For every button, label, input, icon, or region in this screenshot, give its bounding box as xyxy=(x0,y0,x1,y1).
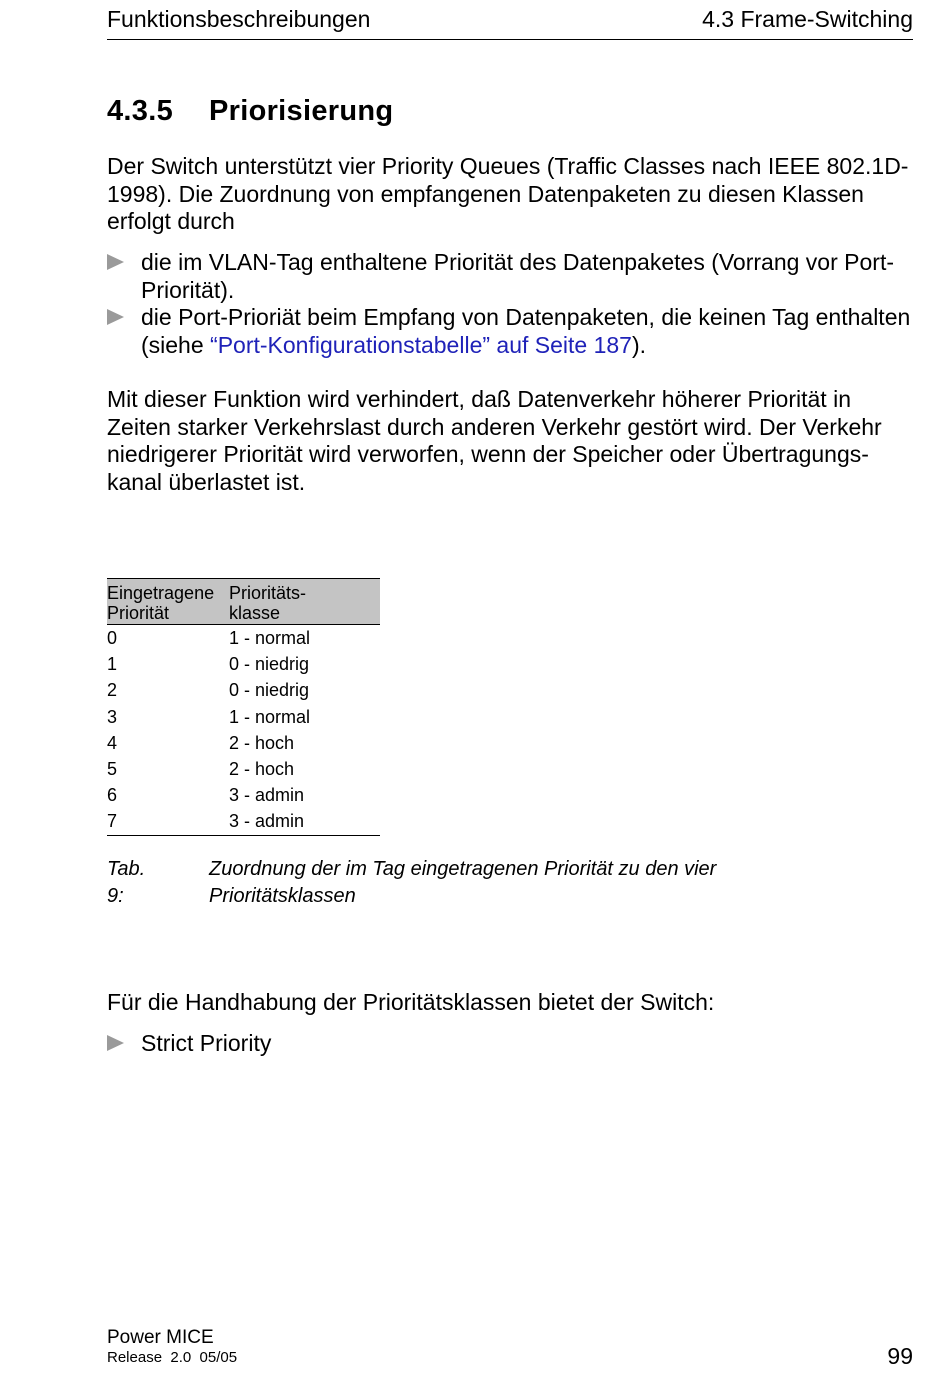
bullet-triangle-icon xyxy=(107,254,124,270)
bullet-triangle-icon xyxy=(107,309,124,325)
table-row xyxy=(107,782,380,808)
cell-priority: 3 xyxy=(107,706,118,727)
footer-release: Release 2.0 05/05 xyxy=(107,1349,238,1366)
bullet-item xyxy=(107,249,917,304)
header-col-priority xyxy=(107,583,214,623)
cell-priority: 2 xyxy=(107,680,118,701)
header-text: klasse xyxy=(229,603,281,623)
bullet-text-before-link: die Port-Prioriät beim Empfang von Datenpaketen, die keinen Tag enthalten (siehe xyxy=(141,304,911,358)
cell-priority: 7 xyxy=(107,811,118,832)
running-header-section: 4.3 Frame-Switching xyxy=(702,6,913,32)
table-row xyxy=(107,651,380,677)
description-paragraph: Mit dieser Funktion wird verhindert, daß Datenverkehr höherer Priorität in Zeiten starker Verkehrslast durch anderen Verkehr gestört wird. Der Verkehr niedrigerer Priorität wird verworfen, wenn der Speicher oder Übertragungs-kanal überlastet ist. xyxy=(107,386,882,495)
caption-text: Zuordnung der im Tag eingetragenen Priorität zu den vier Prioritätsklassen xyxy=(209,858,717,907)
cell-class: 0 - niedrig xyxy=(229,680,310,701)
table-row xyxy=(107,808,380,834)
header-divider xyxy=(107,39,913,40)
header-col-class xyxy=(229,583,306,623)
handling-paragraph: Für die Handhabung der Prioritätsklassen bietet der Switch: xyxy=(107,989,715,1015)
section-title: Priorisierung xyxy=(209,95,394,127)
cell-class: 3 - admin xyxy=(229,811,305,832)
table-header xyxy=(107,578,380,625)
page-number: 99 xyxy=(887,1343,913,1369)
bullet-text xyxy=(141,304,917,359)
cell-priority: 4 xyxy=(107,732,118,753)
table-row xyxy=(107,704,380,730)
table-row xyxy=(107,677,380,703)
header-text: Priorität xyxy=(107,603,170,623)
priority-table xyxy=(107,578,380,836)
bullet-text-after-link: ). xyxy=(631,331,647,358)
cell-class: 2 - hoch xyxy=(229,732,295,753)
bullet-triangle-icon xyxy=(107,1035,124,1051)
cell-class: 1 - normal xyxy=(229,628,311,648)
running-header-chapter: Funktionsbeschreibungen xyxy=(107,6,371,32)
cell-class: 1 - normal xyxy=(229,706,311,727)
header-text: Eingetragene xyxy=(107,583,215,603)
cell-class: 0 - niedrig xyxy=(229,654,310,675)
cell-priority: 1 xyxy=(107,654,118,675)
cell-class: 2 - hoch xyxy=(229,758,295,779)
table-row xyxy=(107,730,380,756)
bullet-item xyxy=(107,304,917,359)
cross-reference-link[interactable]: “Port-Konfigurationstabelle” auf Seite 187 xyxy=(210,331,632,358)
section-number: 4.3.5 xyxy=(107,95,173,127)
caption-label: Tab. 9: xyxy=(107,858,146,907)
bullet-text: die im VLAN-Tag enthaltene Priorität des Datenpaketes (Vorrang vor Port-Priorität). xyxy=(141,249,894,303)
section-heading xyxy=(107,95,393,128)
table-row xyxy=(107,625,380,651)
bullet-text: Strict Priority xyxy=(141,1030,272,1056)
bullet-item xyxy=(107,1030,917,1058)
cell-priority: 5 xyxy=(107,758,118,779)
table-row xyxy=(107,756,380,782)
header-text: Prioritäts- xyxy=(229,583,307,603)
table-body xyxy=(107,625,380,836)
cell-priority: 6 xyxy=(107,785,118,806)
intro-paragraph: Der Switch unterstützt vier Priority Queues (Traffic Classes nach IEEE 802.1D-1998). Die Zuordnung von empfangenen Datenpaketen zu diesen Klassen erfolgt durch xyxy=(107,153,909,234)
footer-product-name: Power MICE xyxy=(107,1327,214,1348)
cell-priority: 0 xyxy=(107,628,118,648)
cell-class: 3 - admin xyxy=(229,785,305,806)
